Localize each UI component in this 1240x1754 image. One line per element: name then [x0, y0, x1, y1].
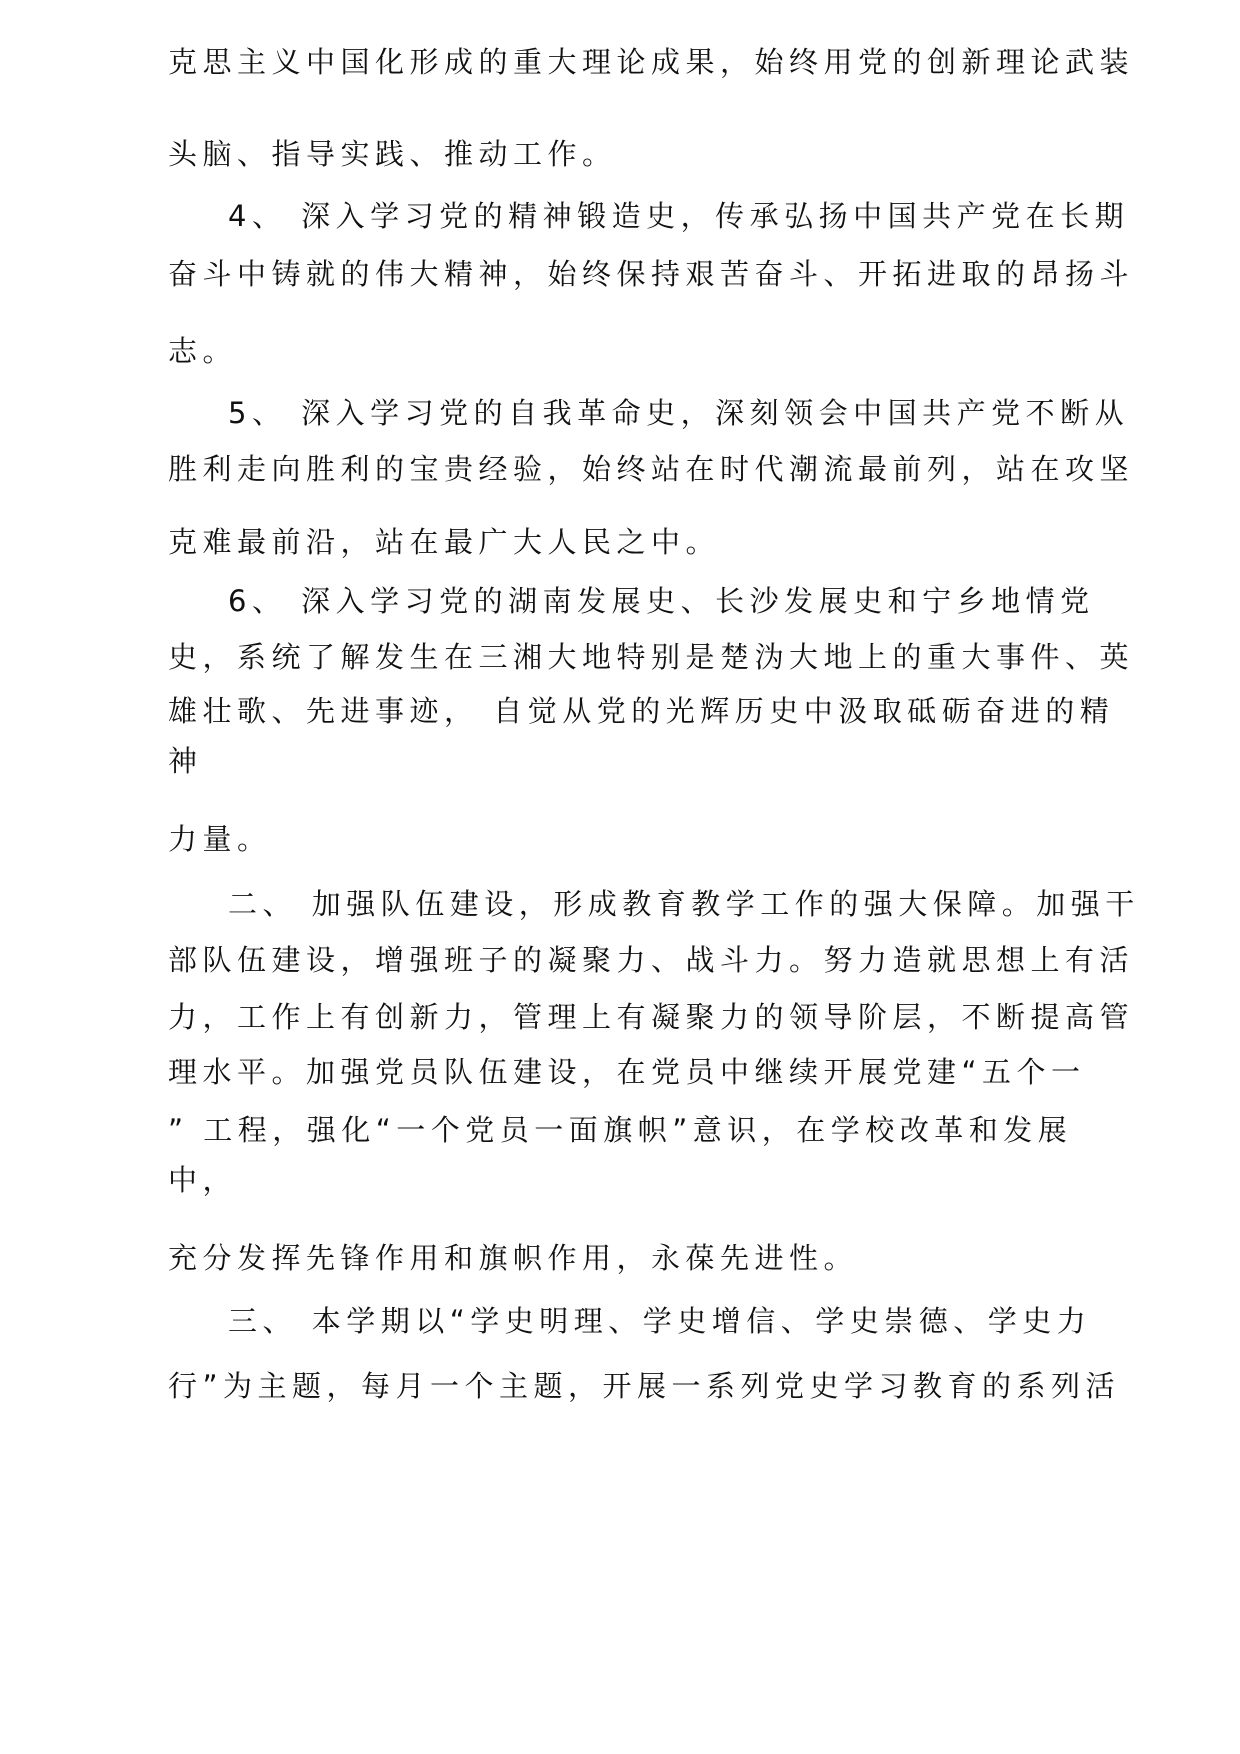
text-line: 6、 深入学习党的湖南发展史、长沙发展史和宁乡地情党	[228, 584, 1095, 618]
text-line: 克思主义中国化形成的重大理论成果，始终用党的创新理论武装	[168, 45, 1135, 79]
text-line: 胜利走向胜利的宝贵经验，始终站在时代潮流最前列，站在攻坚	[168, 452, 1135, 486]
text-line: 5、 深入学习党的自我革命史，深刻领会中国共产党不断从	[228, 396, 1130, 430]
text-line: 行”为主题，每月一个主题，开展一系列党史学习教育的系列活	[168, 1369, 1121, 1403]
text-line: 二、 加强队伍建设，形成教育教学工作的强大保障。加强干	[228, 887, 1140, 921]
text-line: 头脑、指导实践、推动工作。	[168, 137, 617, 171]
text-line: 志。	[168, 334, 238, 368]
text-line: 4、 深入学习党的精神锻造史，传承弘扬中国共产党在长期	[228, 199, 1130, 233]
text-line: 力，工作上有创新力，管理上有凝聚力的领导阶层，不断提高管	[168, 1000, 1135, 1034]
text-line: 理水平。加强党员队伍建设，在党员中继续开展党建“五个一	[168, 1055, 1086, 1089]
text-line: 史，系统了解发生在三湘大地特别是楚沩大地上的重大事件、英	[168, 640, 1135, 674]
text-line: 力量。	[168, 822, 272, 856]
text-line: 中，	[168, 1163, 238, 1197]
text-line: 部队伍建设，增强班子的凝聚力、战斗力。努力造就思想上有活	[168, 943, 1135, 977]
text-line: 奋斗中铸就的伟大精神，始终保持艰苦奋斗、开拓进取的昂扬斗	[168, 257, 1135, 291]
text-line: 神	[168, 744, 203, 778]
text-line: 克难最前沿，站在最广大人民之中。	[168, 525, 721, 559]
text-line: ” 工程，强化“一个党员一面旗帜”意识，在学校改革和发展	[168, 1113, 1073, 1147]
text-line: 雄壮歌、先进事迹， 自觉从党的光辉历史中汲取砥砺奋进的精	[168, 694, 1115, 728]
text-line: 三、 本学期以“学史明理、学史增信、学史崇德、学史力	[228, 1304, 1092, 1338]
text-line: 充分发挥先锋作用和旗帜作用，永葆先进性。	[168, 1241, 859, 1275]
